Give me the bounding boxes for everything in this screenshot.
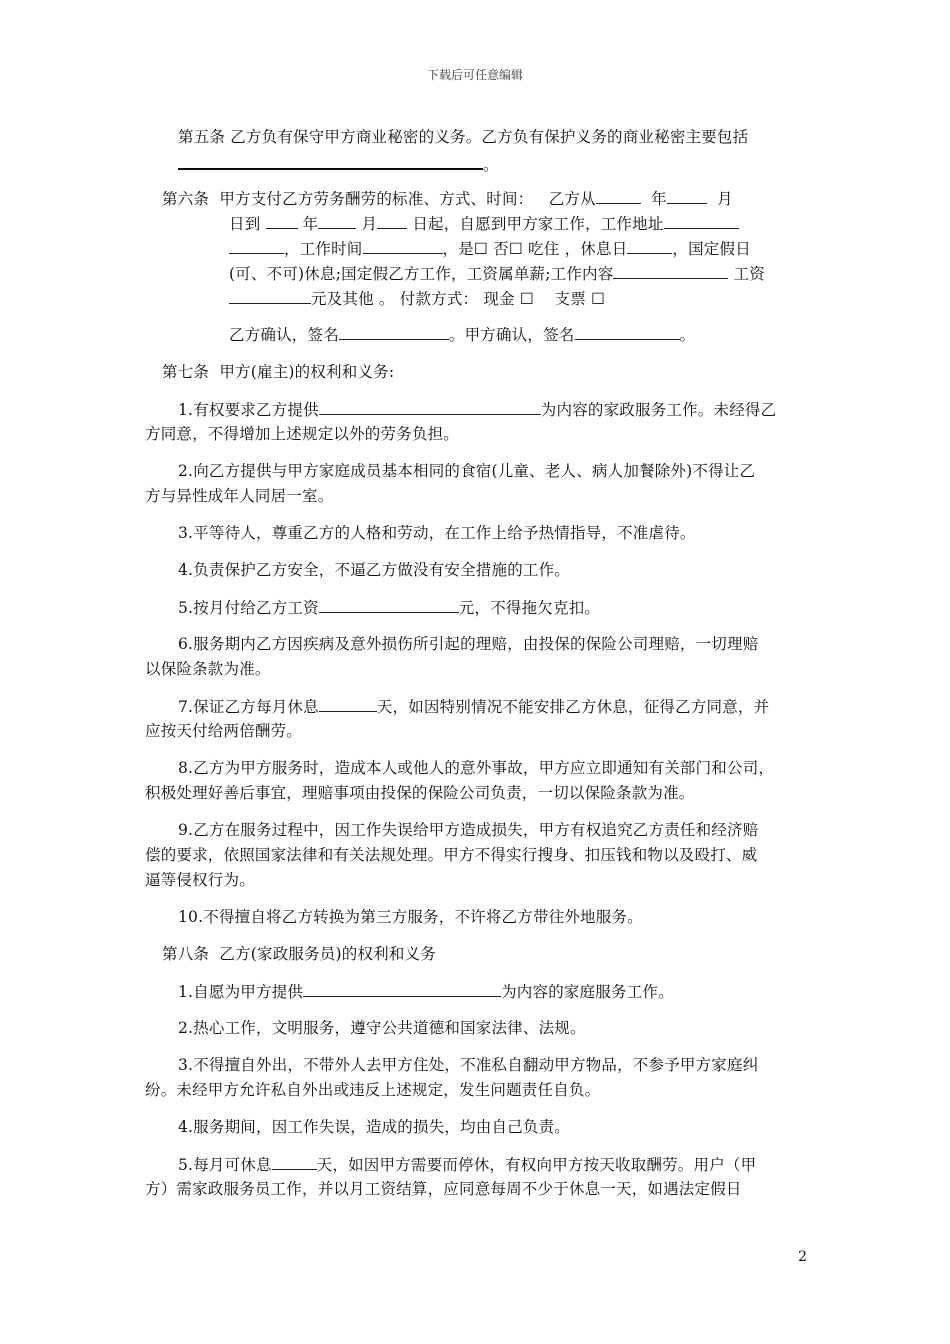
- art7-6-line1: 6.服务期内乙方因疾病及意外损伤所引起的理赔，由投保的保险公司理赔，一切理赔: [178, 635, 759, 653]
- art6-line1: 第六条 甲方支付乙方劳务酬劳的标准、方式、时间： 乙方从 年 月: [162, 190, 733, 208]
- art6-line5: 元及其他 。 付款方式： 现金 ☐ 支票 ☐: [229, 288, 605, 309]
- art7-9-line2: 偿的要求，依照国家法律和有关法规处理。甲方不得实行搜身、扣压钱和物以及殴打、威: [145, 846, 758, 864]
- art7-heading: 第七条 甲方(雇主)的权利和义务:: [162, 363, 395, 381]
- art7-1-line1: 1.有权要求乙方提供 为内容的家政服务工作。未经得乙: [178, 401, 777, 419]
- blank: [178, 153, 483, 170]
- art7-5: 5.按月付给乙方工资 元，不得拖欠克扣。: [178, 599, 601, 617]
- page-number: 2: [798, 1249, 807, 1265]
- art7-2-line2: 方与异性成年人同居一室。: [145, 487, 334, 505]
- art8-5-line2: 方）需家政服务员工作，并以月工资结算，应同意每周不少于休息一天，如遇法定假日: [145, 1180, 742, 1198]
- art7-8-line1: 8.乙方为甲方服务时，造成本人或他人的意外事故，甲方应立即通知有关部门和公司，: [178, 759, 775, 777]
- art7-9-line1: 9.乙方在服务过程中，因工作失误给甲方造成损失，甲方有权追究乙方责任和经济赔: [178, 821, 759, 839]
- art7-1-line2: 方同意，不得增加上述规定以外的劳务负担。: [145, 425, 460, 443]
- art7-10: 10.不得擅自将乙方转换为第三方服务，不许将乙方带往外地服务。: [178, 908, 643, 926]
- art8-5-line1: 5.每月可休息 天，如因甲方需要而停休，有权向甲方按天收取酬劳。用户（甲: [178, 1156, 757, 1174]
- art7-3: 3.平等待人，尊重乙方的人格和劳动，在工作上给予热情指导，不准虐待。: [178, 524, 696, 542]
- art5-line2: 。: [178, 153, 499, 175]
- art7-8-line2: 积极处理好善后事宜，理赔事项由投保的保险公司负责，一切以保险条款为准。: [145, 784, 695, 802]
- art8-2: 2.热心工作，文明服务，遵守公共道德和国家法律、法规。: [178, 1019, 586, 1037]
- art7-6-line2: 以保险条款为准。: [145, 660, 271, 678]
- art6-line2: 日到 年 月 日起，自愿到甲方家工作，工作地址: [229, 213, 739, 234]
- art8-1: 1.自愿为甲方提供 为内容的家庭服务工作。: [178, 983, 674, 1001]
- art8-heading: 第八条 乙方(家政服务员)的权利和义务: [162, 945, 436, 963]
- page-header: 下载后可任意编辑: [426, 68, 523, 82]
- art6-confirm: 乙方确认，签名 。甲方确认，签名 。: [229, 326, 696, 344]
- art6-line4: (可、不可)休息;国定假乙方工作，工资属单薪;工作内容 工资: [229, 265, 765, 283]
- art7-7-line1: 7.保证乙方每月休息 天，如因特别情况不能安排乙方休息，征得乙方同意，并: [178, 698, 770, 716]
- art8-3-line1: 3.不得擅自外出，不带外人去甲方住处，不准私自翻动甲方物品，不参予甲方家庭纠: [178, 1056, 759, 1074]
- art8-3-line2: 纷。未经甲方允许私自外出或违反上述规定，发生问题责任自负。: [145, 1081, 601, 1099]
- art7-4: 4.负责保护乙方安全，不逼乙方做没有安全措施的工作。: [178, 561, 570, 579]
- art6-line3: ，工作时间 ，是☐ 否☐ 吃住 ，休息日 ，国定假日: [229, 238, 751, 259]
- art7-2-line1: 2.向乙方提供与甲方家庭成员基本相同的食宿(儿童、老人、病人加餐除外)不得让乙: [178, 462, 756, 480]
- art8-4: 4.服务期间，因工作失误，造成的损失，均由自己负责。: [178, 1118, 570, 1136]
- art5-line1: 第五条 乙方负有保守甲方商业秘密的义务。乙方负有保护义务的商业秘密主要包括: [178, 128, 749, 146]
- art7-7-line2: 应按天付给两倍酬劳。: [145, 722, 303, 740]
- art7-9-line3: 逼等侵权行为。: [145, 871, 255, 889]
